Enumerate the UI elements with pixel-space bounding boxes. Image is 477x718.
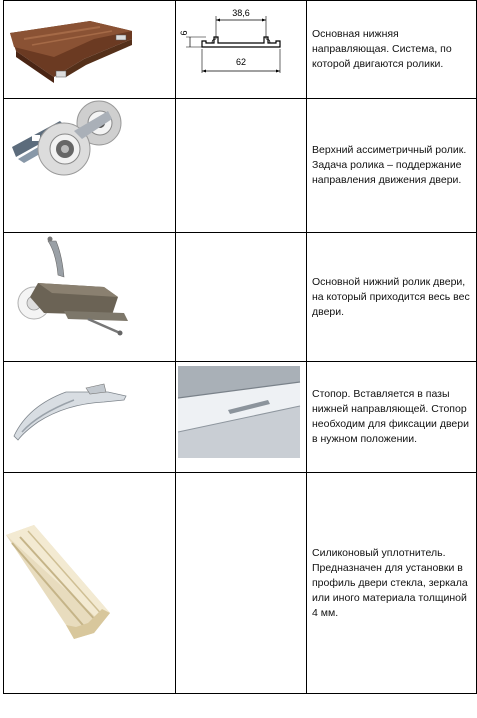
- table-row: [4, 362, 477, 473]
- rail-profile-drawing: [176, 1, 306, 98]
- height-dimension: 6: [179, 30, 189, 36]
- description-cell: [307, 233, 477, 362]
- row-description: Верхний ассиметричный ролик. Задача ролика – поддержание направления движения двери.: [312, 144, 467, 186]
- outer-width-dimension: 62: [235, 57, 247, 67]
- description-cell: [307, 99, 477, 233]
- description-cell: [307, 1, 477, 99]
- stopper-in-rail-photo: [176, 362, 306, 472]
- table-row: [4, 473, 477, 694]
- image-cell: [4, 1, 176, 99]
- row-description: Основная нижняя направляющая. Система, по которой двигаются ролики.: [312, 28, 452, 70]
- image-cell: [4, 473, 176, 694]
- bottom-roller-photo: [4, 233, 175, 361]
- inner-width-dimension: 38,6: [232, 8, 250, 18]
- row-description: Основной нижний ролик двери, на который приходится весь вес двери.: [312, 275, 470, 318]
- empty-cell: [176, 233, 307, 362]
- silicone-seal-photo: [4, 473, 175, 693]
- empty-cell: [176, 473, 307, 694]
- image-cell: [4, 99, 176, 233]
- description-cell: [307, 473, 477, 694]
- row-description: Силиконовый уплотнитель. Предназначен для установки в профиль двери стекла, зеркала или иного материала толщиной 4 мм.: [312, 546, 468, 619]
- table-row: [4, 1, 477, 99]
- stopper-photo: [4, 362, 175, 472]
- bottom-rail-photo: [4, 1, 175, 98]
- empty-cell: [176, 99, 307, 233]
- parts-table: [3, 0, 477, 694]
- row-description: Стопор. Вставляется в пазы нижней направляющей. Стопор необходим для фиксации двери в нужном положении.: [312, 388, 469, 445]
- image-cell: [4, 233, 176, 362]
- table-row: [4, 233, 477, 362]
- drawing-cell: [176, 1, 307, 99]
- image-cell: [4, 362, 176, 473]
- table-row: [4, 99, 477, 233]
- top-roller-photo: [4, 99, 175, 232]
- image-cell: [176, 362, 307, 473]
- description-cell: [307, 362, 477, 473]
